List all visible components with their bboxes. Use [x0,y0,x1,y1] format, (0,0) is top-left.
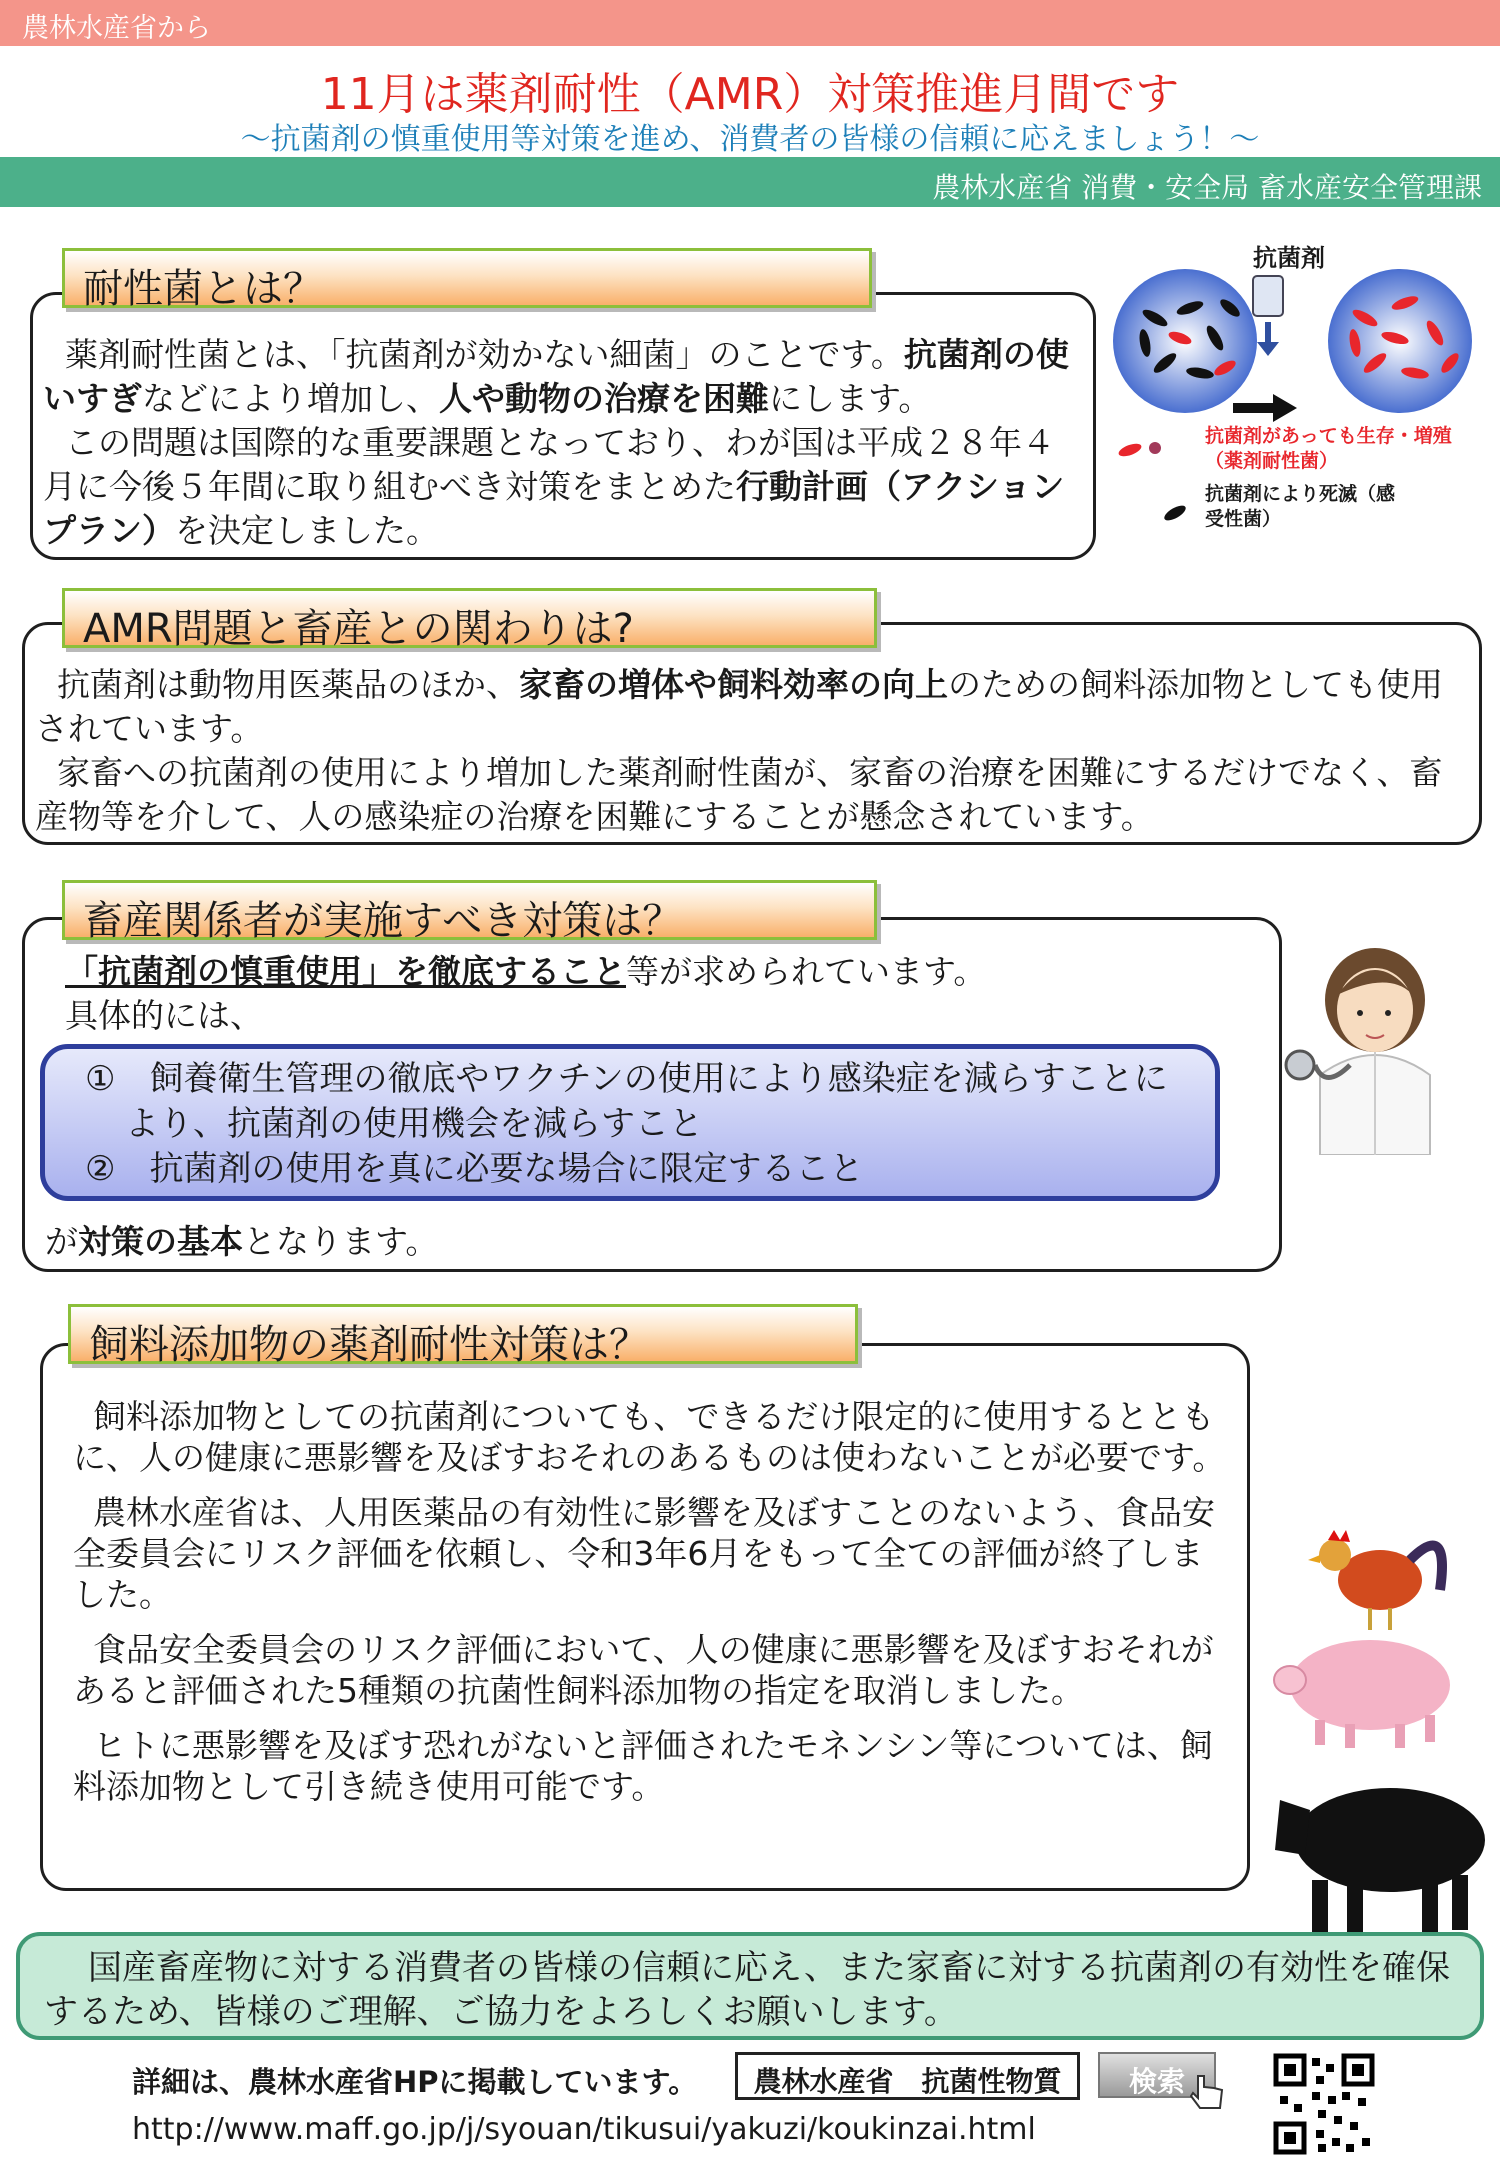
s1-p1b: 抗菌剤の使いすぎ [43,335,1069,418]
bacteria-diagram [1105,238,1495,538]
section1-heading: 耐性菌とは？ [62,248,872,308]
page-subtitle: ～抗菌剤の慎重使用等対策を進め、消費者の皆様の信頼に応えましょう！～ [240,122,1260,157]
qr-code-icon [1272,2052,1376,2156]
s1-p1e: にします。 [769,379,932,418]
cursor-hand-icon [1190,2072,1230,2112]
s1-p2c: を決定しました。 [175,511,439,550]
antibiotic-label: 抗菌剤 [1253,244,1325,272]
source-bar [0,0,1500,46]
measure-1: ① 飼養衛生管理の徹底やワクチンの使用により感染症を減らすことにより、抗菌剤の使用機会を減らすこと [85,1059,1168,1144]
section2-box [22,622,1482,845]
closing-message [16,1932,1484,2040]
closing-text: 国産畜産物に対する消費者の皆様の信頼に応え、また家畜に対する抗菌剤の有効性を確保するため、皆様のご理解、ご協力をよろしくお願いします。 [44,1948,1451,2032]
s3-closing-b: 対策の基本 [78,1222,243,1261]
s2-p1a: 抗菌剤は動物用医薬品のほか、 [57,665,519,704]
legend-susceptible: 抗菌剤により死滅（感受性菌） [1205,483,1396,530]
s1-p1a: 薬剤耐性菌とは、「抗菌剤が効かない細菌」のことです。 [65,335,904,374]
s4-p2: 農林水産省は、人用医薬品の有効性に影響を及ぼすことのないよう、食品安全委員会にリスク評価を依頼し、令和3年6月をもって全ての評価が終了しました。 [73,1493,1215,1614]
s3-closing-a: が [45,1222,78,1261]
measure-2: ② 抗菌剤の使用を真に必要な場合に限定すること [85,1149,864,1189]
s4-p3: 食品安全委員会のリスク評価において、人の健康に悪影響を及ぼすおそれがあると評価された5種類の抗菌性飼料添加物の指定を取消しました。 [73,1630,1214,1710]
s2-p2: 家畜への抗菌剤の使用により増加した薬剤耐性菌が、家畜の治療を困難にするだけでなく、畜産物等を介して、人の感染症の治療を困難にすることが懸念されています。 [35,753,1443,836]
section2-heading: AMR問題と畜産との関わりは? [62,588,877,648]
legend-resistant: 抗菌剤があっても生存・増殖（薬剤耐性菌） [1205,425,1452,472]
livestock-illustration [1250,1510,1500,1950]
search-button[interactable]: 検索 [1098,2052,1216,2098]
cow-icon [1275,1788,1485,1940]
s2-p1c: のための飼料添加物としても使用されています。 [35,665,1443,748]
section4-box [40,1343,1250,1891]
source-label: 農林水産省から [22,13,211,44]
pig-icon [1274,1640,1450,1748]
s3-lead-rest: 等が求められています。 [626,952,987,991]
footer-url[interactable]: http://www.maff.go.jp/j/syouan/tikusui/yakuzi/koukinzai.html [132,2112,1036,2147]
s3-closing-c: となります。 [243,1222,439,1261]
department-label: 農林水産省 消費・安全局 畜水産安全管理課 [932,171,1482,204]
s2-p1b: 家畜の増体や飼料効率の向上 [519,665,948,704]
section3-heading: 畜産関係者が実施すべき対策は？ [62,880,877,940]
s3-line2: 具体的には、 [65,996,263,1035]
page-title: 11月は薬剤耐性（AMR）対策推進月間です [320,69,1180,120]
section4-heading: 飼料添加物の薬剤耐性対策は？ [68,1304,858,1364]
search-keyword-box[interactable]: 農林水産省 抗菌性物質 [735,2052,1080,2100]
measures-list [40,1044,1220,1201]
doctor-illustration [1280,925,1470,1155]
s4-p1: 飼料添加物としての抗菌剤についても、できるだけ限定的に使用するとともに、人の健康に悪影響を及ぼすおそれのあるものは使わないことが必要です。 [73,1397,1226,1477]
department-bar [0,157,1500,207]
s3-lead-bold: 「抗菌剤の慎重使用」を徹底すること [65,952,626,991]
s4-p4: ヒトに悪影響を及ぼす恐れがないと評価されたモネンシン等については、飼料添加物として引き続き使用可能です。 [73,1726,1213,1806]
s1-p1c: などにより増加し、 [142,379,439,418]
footer-details: 詳細は、農林水産省HPに掲載しています。 [132,2065,698,2099]
s1-p1d: 人や動物の治療を困難 [439,379,769,418]
section1-box [30,292,1096,560]
s1-p2a: この問題は国際的な重要課題となっており、わが国は平成２８年４月に今後５年間に取り組むべき対策をまとめた [43,423,1055,506]
s1-p2b: 行動計画（アクションプラン） [43,467,1065,550]
rooster-icon [1308,1530,1442,1630]
